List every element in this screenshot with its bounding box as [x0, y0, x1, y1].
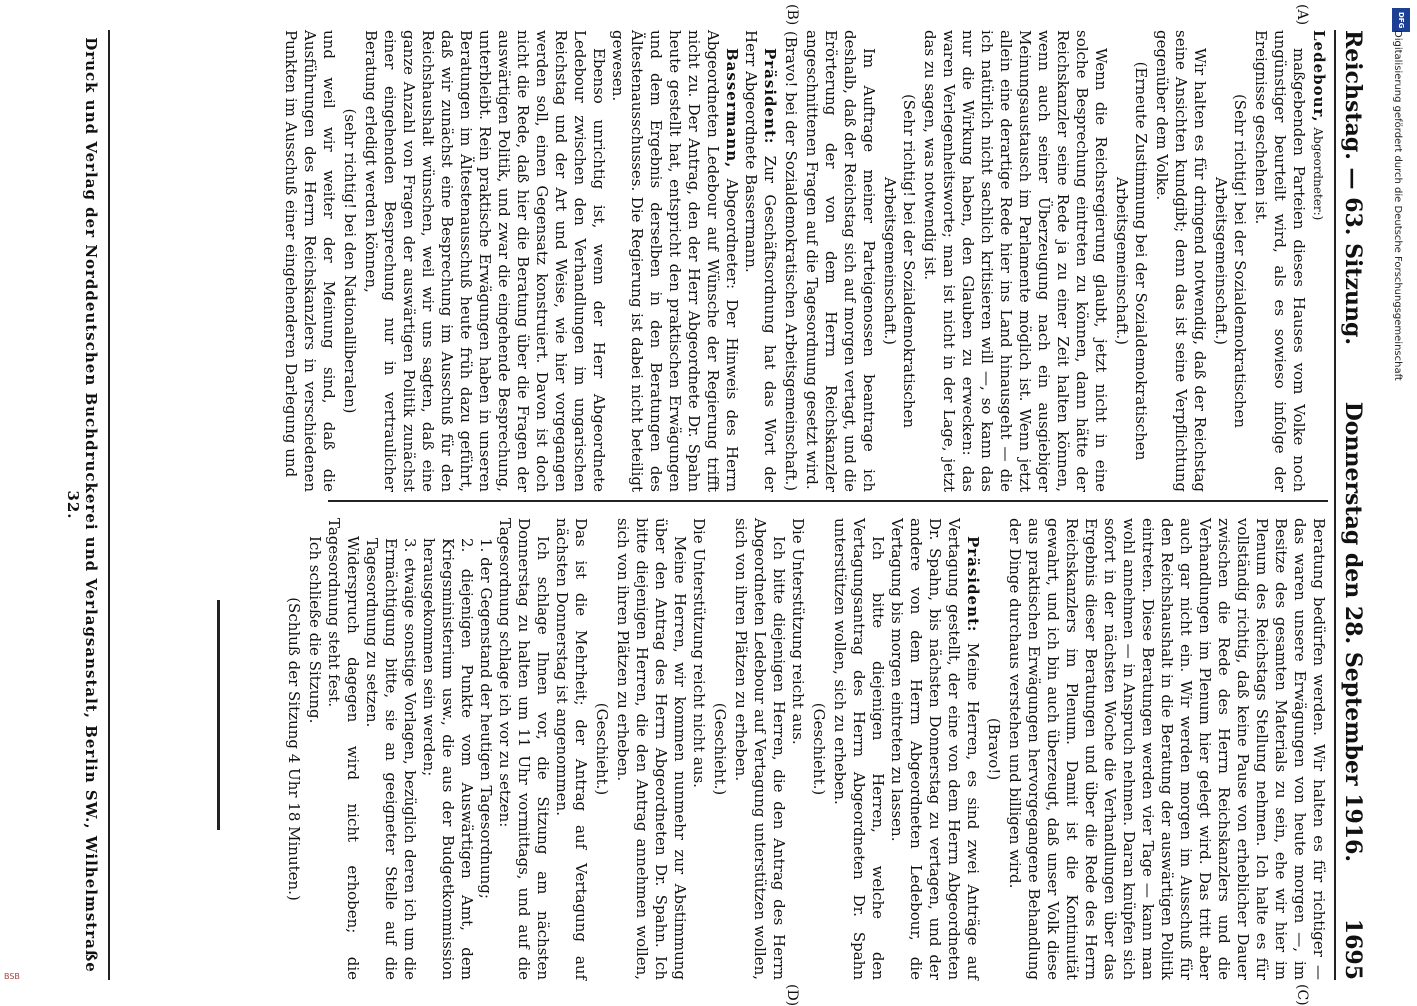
bsb-mark: BSB — [4, 972, 20, 981]
interjection: (Geschieht.) — [711, 702, 729, 796]
speaker-paragraph — [887, 518, 982, 980]
margin-marker-a: (A) — [1294, 4, 1310, 26]
header-date: Donnerstag den 28. September 1916. — [1340, 401, 1366, 863]
paragraph: Wenn die Reichsregierung glaubt, jetzt nicht in eine solche Besprechung eintreten zu können, dann hätte der Reichskanzler seine Rede ja zu einer Zeit halten können, wenn auch seiner Überzeugung nach ein ausgiebiger Meinungsaustausch im Parlamente möglich ist. Wenn jetzt allein eine derartige Rede hier ins Land hinausgeht — die ich natürlich nicht sachlich kritisieren will —, so kann das nur die Wirkung haben, den Glauben zu erwecken: das waren Verlegenheitsworte; man ist nicht in der Lage, jetzt das zu sagen, was notwendig ist. — [921, 30, 1110, 492]
interjection: (Sehr richtig! bei der Sozialdemokratischen Arbeitsgemeinschaft.) — [1212, 93, 1249, 429]
margin-marker-b: (B) — [784, 4, 800, 26]
interjection: (Schluß der Sitzung 4 Uhr 18 Minuten.) — [285, 597, 303, 901]
interjection: (Geschieht.) — [810, 702, 828, 796]
speaker-paragraph — [1308, 30, 1328, 492]
paragraph: Widerspruch dagegen wird nicht erhoben; die Tagesordnung steht fest. — [325, 518, 362, 980]
interjection: (Geschieht.) — [593, 702, 611, 796]
speaker-name: Präsident: — [761, 48, 779, 145]
paragraph: Wir halten es für dringend notwendig, daß der Reichstag seine Ansichten kundgibt; denn das ist seine Verpflichtung gegenüber dem Volke. — [1153, 30, 1209, 492]
speaker-paragraph — [608, 30, 741, 492]
interjection: (Bravo!) — [985, 717, 1003, 781]
paragraph: Beratung bedürfen werden. Wir halten es für richtiger — das waren unsere Erwägungen von heute morgen —, im Besitze des gesamten Materials zu sein, ehe wir hier im Plenum des Reichstags Stellung nehmen. Ich halte es für vollständig richtig, daß keine Pause von erheblicher Dauer zwischen die Rede des Herrn Reichskanzlers und die Verhandlungen im Plenum hier gelegt wird. Das tritt aber auch gar nicht ein. Wir werden morgen im Ausschuß für den Reichshaushalt in die Beratung der auswärtigen Politik eintreten. Diese Beratungen werden vier Tage — kann man wohl annehmen — in Anspruch nehmen. Daran knüpfen sich sofort in der nächsten Woche die Verhandlungen über das Ergebnis dieser Beratungen und über die Rede des Herrn Reichskanzlers im Plenum. Damit ist die Kontinuität gewahrt, und ich bin auch überzeugt, daß unser Volk diese aus praktischen Erwägungen hervorgegangene Behandlung der Dinge durchaus verstehen und billigen wird. — [1006, 518, 1328, 980]
page-header — [1334, 30, 1380, 980]
speaker-text: Abgeordneter: Der Hinweis des Herrn Abgeordneten Ledebour auf Wünsche der Regierung trifft nicht zu. Der Antrag, den der Herr Abgeordnete Dr. Spahn heute gestellt hat, entspricht den praktischen Erwägungen und dem Ergebnis derselben in den Beratungen des Ältestenausschusses. Die Regierung ist dabei nicht beteiligt gewesen. — [609, 30, 741, 492]
paragraph: Ich schließe die Sitzung. — [306, 536, 324, 724]
digitization-credit — [1385, 10, 1413, 1000]
margin-marker-d: (D) — [784, 984, 800, 1006]
agenda-item: 2. diejenigen Punkte vom Auswärtigen Amt, dem Kriegsministerium usw., die aus der Budgetkommission herausgekommen sein werden; — [420, 538, 476, 980]
right-column — [285, 518, 1328, 980]
paragraph: Ebenso unrichtig ist, wenn der Herr Abgeordnete Ledebour zwischen den Verhandlungen im ungarischen Reichstag und der Art und Weise, wie hier vorgegangen werden soll, einen Gegensatz konstruiert. Davon ist doch nicht die Rede, daß hier die Beratung über die Fragen der auswärtigen Politik, und zwar die eingehende Besprechung, unterbleibt. Rein praktische Erwägungen haben in unseren Beratungen im Ältestenausschuß heute früh dazu geführt, daß wir zunächst eine Besprechung im Ausschuß für den Reichshaushalt wünschen, weil wir uns sagten, daß eine ganze Anzahl von Fragen der auswärtigen Politik zunächst einer eingehenden Besprechung nur in vertraulicher Beratung erledigt werden können, — [362, 30, 608, 492]
document-page — [40, 0, 1400, 1006]
paragraph: Meine Herren, wir kommen nunmehr zur Abstimmung über den Antrag des Herrn Abgeordneten Dr. Spahn. Ich bitte diejenigen Herren, die den Antrag annehmen wollen, sich von ihren Plätzen zu erheben. — [614, 518, 689, 980]
interjection: (Erneute Zustimmung bei der Sozialdemokratischen Arbeitsgemeinschaft.) — [1113, 61, 1150, 461]
interjection: (sehr richtig! bei den Nationalliberalen) — [341, 108, 359, 414]
paragraph: maßgebenden Parteien dieses Hauses vom Volke noch ungünstiger beurteilt wird, als es sowieso infolge der Ereignisse geschehen ist. — [1252, 30, 1308, 492]
paragraph: Ich schlage Ihnen vor, die Sitzung am nächsten Donnerstag zu halten um 11 Uhr vormittags, und auf die Tagesordnung schlage ich vor zu setzen: — [496, 518, 552, 980]
speaker-name: Ledebour, — [1310, 30, 1328, 123]
paragraph: Die Unterstützung reicht aus. — [789, 518, 807, 745]
paragraph: Ich bitte diejenigen Herren, die den Antrag des Herrn Abgeordneten Ledebour auf Vertagung unterstützen wollen, sich von ihren Plätzen zu erheben. — [732, 518, 788, 980]
paragraph: Im Auftrage meiner Parteigenossen beantrage ich deshalb, daß der Reichstag sich auf morgen vertagt, und die Erörterung der von dem Herrn Reichskanzler angeschnittenen Fragen auf die Tagesordnung gesetzt wird. — [803, 30, 878, 492]
column-divider — [328, 500, 1328, 502]
header-left: Reichstag. — 63. Sitzung. — [1340, 30, 1366, 346]
interjection: (Bravo! bei der Sozialdemokratischen Arbeitsgemeinschaft.) — [782, 30, 800, 492]
printer-footer: Druck und Verlag der Norddeutschen Buchdruckerei und Verlagsanstalt, Berlin SW., Wilhelmstraße 32. — [64, 30, 110, 980]
interjection: (Sehr richtig! bei der Sozialdemokratischen Arbeitsgemeinschaft.) — [881, 93, 918, 429]
margin-marker-c: (C) — [1294, 984, 1310, 1006]
left-column — [282, 30, 1328, 492]
speaker-name: Präsident: — [964, 536, 982, 633]
paragraph: Die Unterstützung reicht nicht aus. — [690, 518, 708, 788]
agenda-item: 3. etwaige sonstige Vorlagen, bezüglich deren ich um die Ermächtigung bitte, sie an geeigneter Stelle auf die Tagesordnung zu setzen. — [363, 538, 419, 980]
dfg-logo: DFG — [1392, 8, 1410, 32]
speaker-text: Zur Geschäftsordnung hat das Wort der Herr Abgeordnete Bassermann. — [742, 30, 779, 492]
agenda-item: 1. der Gegenstand der heutigen Tagesordnung; — [477, 538, 495, 899]
speaker-name: Bassermann, — [723, 48, 741, 169]
paragraph: Das ist die Mehrheit; der Antrag auf Vertagung auf nächsten Donnerstag ist angenommen. — [553, 518, 590, 980]
speaker-text: Meine Herren, es sind zwei Anträge auf Vertagung gestellt, der eine von dem Herrn Abgeordneten Dr. Spahn, bis nächsten Donnerstag zu vertagen, und der andere von dem Herrn Abgeordneten Ledebour, die Vertagung bis morgen eintreten zu lassen. — [888, 518, 982, 980]
paragraph: Ich bitte diejenigen Herren, welche den Vertagungsantrag des Herrn Abgeordneten Dr. Spahn unterstützen wollen, sich zu erheben. — [831, 518, 887, 980]
credit-text: Digitalisierung gefördert durch die Deutsche Forschungsgemeinschaft — [1392, 30, 1403, 381]
page-number: 1695 — [1340, 918, 1366, 980]
paragraph: und weil wir weiter der Meinung sind, daß die Ausführungen des Herrn Reichskanzlers in verschiedenen Punkten im Ausschuß einer eingehenderen Darlegung und — [282, 30, 338, 492]
speaker-text: Abgeordneter:) — [1311, 127, 1325, 221]
end-rule — [217, 600, 220, 830]
speaker-paragraph — [741, 30, 779, 492]
